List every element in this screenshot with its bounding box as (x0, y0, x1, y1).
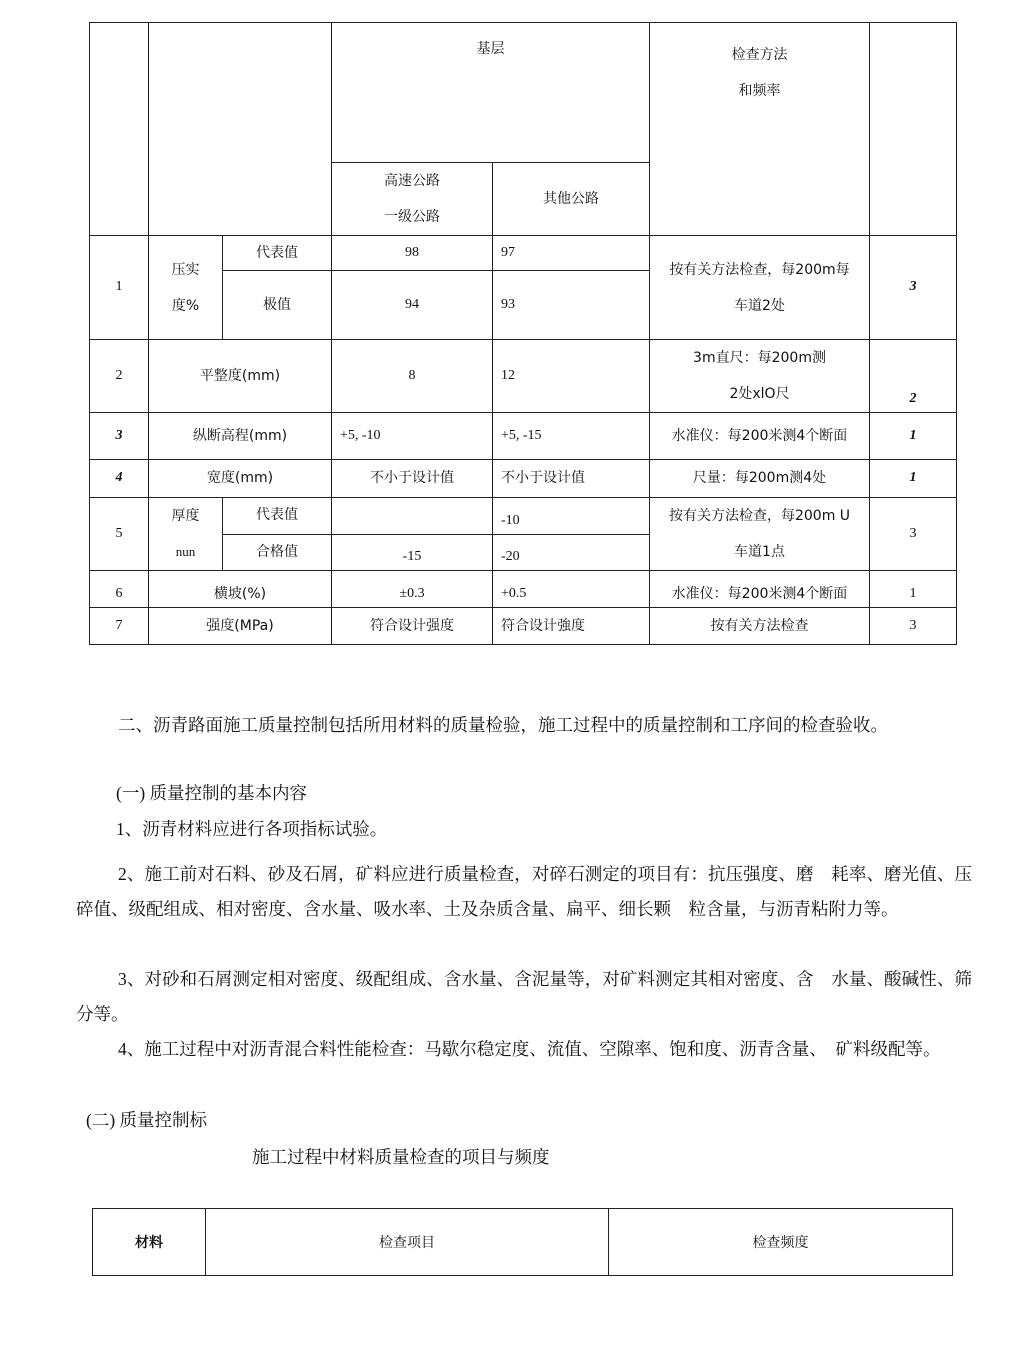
row-item: 强度(MPa) (149, 608, 332, 645)
row-weight: 3 (870, 236, 957, 340)
cell-value: +5, -15 (493, 413, 650, 460)
row-item: 横坡(%) (149, 571, 332, 608)
table-row (90, 608, 957, 645)
table-header-row (93, 1209, 953, 1276)
row-number: 4 (90, 460, 149, 498)
cell-value: 不小于设计值 (493, 460, 650, 498)
cell-value: 不小于设计值 (332, 460, 493, 498)
header-item-cell (149, 23, 332, 236)
table-caption: 施工过程中材料质量检查的项目与频度 (252, 1147, 550, 1167)
table-row (90, 571, 957, 608)
row-number: 1 (90, 236, 149, 340)
cell-value (332, 498, 493, 535)
row-method: 按有关方法检查，每200m每 车道2处 (650, 236, 870, 340)
header-check-frequency: 检查频度 (609, 1209, 953, 1276)
cell-value: 97 (493, 236, 650, 271)
row-method: 按有关方法检查 (650, 608, 870, 645)
cell-value: +5, -10 (332, 413, 493, 460)
cell-value: +0.5 (493, 571, 650, 608)
row-subitem: 极值 (223, 271, 332, 340)
cell-value: -20 (493, 534, 650, 571)
row-item: 宽度(mm) (149, 460, 332, 498)
row-subitem: 代表值 (223, 498, 332, 535)
row-subitem: 合格值 (223, 534, 332, 571)
paragraph-item-1: 1、沥青材料应进行各项指标试验。 (116, 819, 388, 839)
row-item: 厚度 nun (149, 498, 223, 571)
row-method: 尺量：每200m测4处 (650, 460, 870, 498)
table-row (90, 340, 957, 413)
header-material: 材料 (93, 1209, 206, 1276)
cell-value: 94 (332, 271, 493, 340)
cell-value: -15 (332, 534, 493, 571)
cell-value: -10 (493, 498, 650, 535)
cell-value: 符合设计强度 (332, 608, 493, 645)
row-item: 纵断高程(mm) (149, 413, 332, 460)
cell-value: 93 (493, 271, 650, 340)
paragraph-intro: 二、沥青路面施工质量控制包括所用材料的质量检验，施工过程中的质量控制和工序间的检查验收。 (118, 715, 888, 735)
row-item: 平整度(mm) (149, 340, 332, 413)
row-method: 水准仪：每200米测4个断面 (650, 413, 870, 460)
table-row (90, 460, 957, 498)
quality-spec-table (89, 22, 957, 645)
row-weight: 3 (870, 498, 957, 571)
cell-value: 12 (493, 340, 650, 413)
header-highway: 高速公路 一级公路 (332, 163, 493, 236)
row-weight: 2 (870, 340, 957, 413)
row-number: 7 (90, 608, 149, 645)
cell-value: ±0.3 (332, 571, 493, 608)
table-row (90, 236, 957, 271)
row-number: 2 (90, 340, 149, 413)
row-method: 按有关方法检查，每200m U 车道1点 (650, 498, 870, 571)
row-number: 6 (90, 571, 149, 608)
row-weight: 3 (870, 608, 957, 645)
material-table (92, 1208, 953, 1276)
row-number: 5 (90, 498, 149, 571)
header-no-cell (90, 23, 149, 236)
row-weight: 1 (870, 460, 957, 498)
cell-value: 8 (332, 340, 493, 413)
cell-value: 符合设计強度 (493, 608, 650, 645)
row-item: 压实 度% (149, 236, 223, 340)
header-method: 检查方法 和频率 (650, 23, 870, 236)
paragraph-item-3: 3、对砂和石屑测定相对密度、级配组成、含水量、含泥量等，对矿料测定其相对密度、含 水量、酸碱性、筛分等。 (76, 969, 972, 1024)
row-number: 3 (90, 413, 149, 460)
paragraph-item-2: 2、施工前对石料、砂及石屑，矿料应进行质量检查，对碎石测定的项目有：抗压强度、磨 耗率、磨光值、压碎值、级配组成、相对密度、含水量、吸水率、土及杂质含量、扁平、细长颗 粒含量，与沥青粘附力等。 (76, 864, 972, 919)
row-method: 3m直尺：每200m测 2处xlO尺 (650, 340, 870, 413)
header-check-item: 检查项目 (206, 1209, 609, 1276)
cell-value: 98 (332, 236, 493, 271)
header-weight-cell (870, 23, 957, 236)
paragraph-item-4: 4、施工过程中对沥青混合料性能检查：马歇尔稳定度、流值、空隙率、饱和度、沥青含量、 矿料级配等。 (118, 1039, 941, 1059)
row-subitem: 代表值 (223, 236, 332, 271)
section-heading-1: (一) 质量控制的基本内容 (116, 783, 308, 803)
section-heading-2: (二) 质量控制标 (86, 1110, 208, 1130)
table-row (90, 498, 957, 535)
row-weight: 1 (870, 413, 957, 460)
header-base: 基层 (332, 23, 650, 163)
row-method: 水准仪：每200米测4个断面 (650, 571, 870, 608)
table-row (90, 413, 957, 460)
row-weight: 1 (870, 571, 957, 608)
header-other-road: 其他公路 (493, 163, 650, 236)
